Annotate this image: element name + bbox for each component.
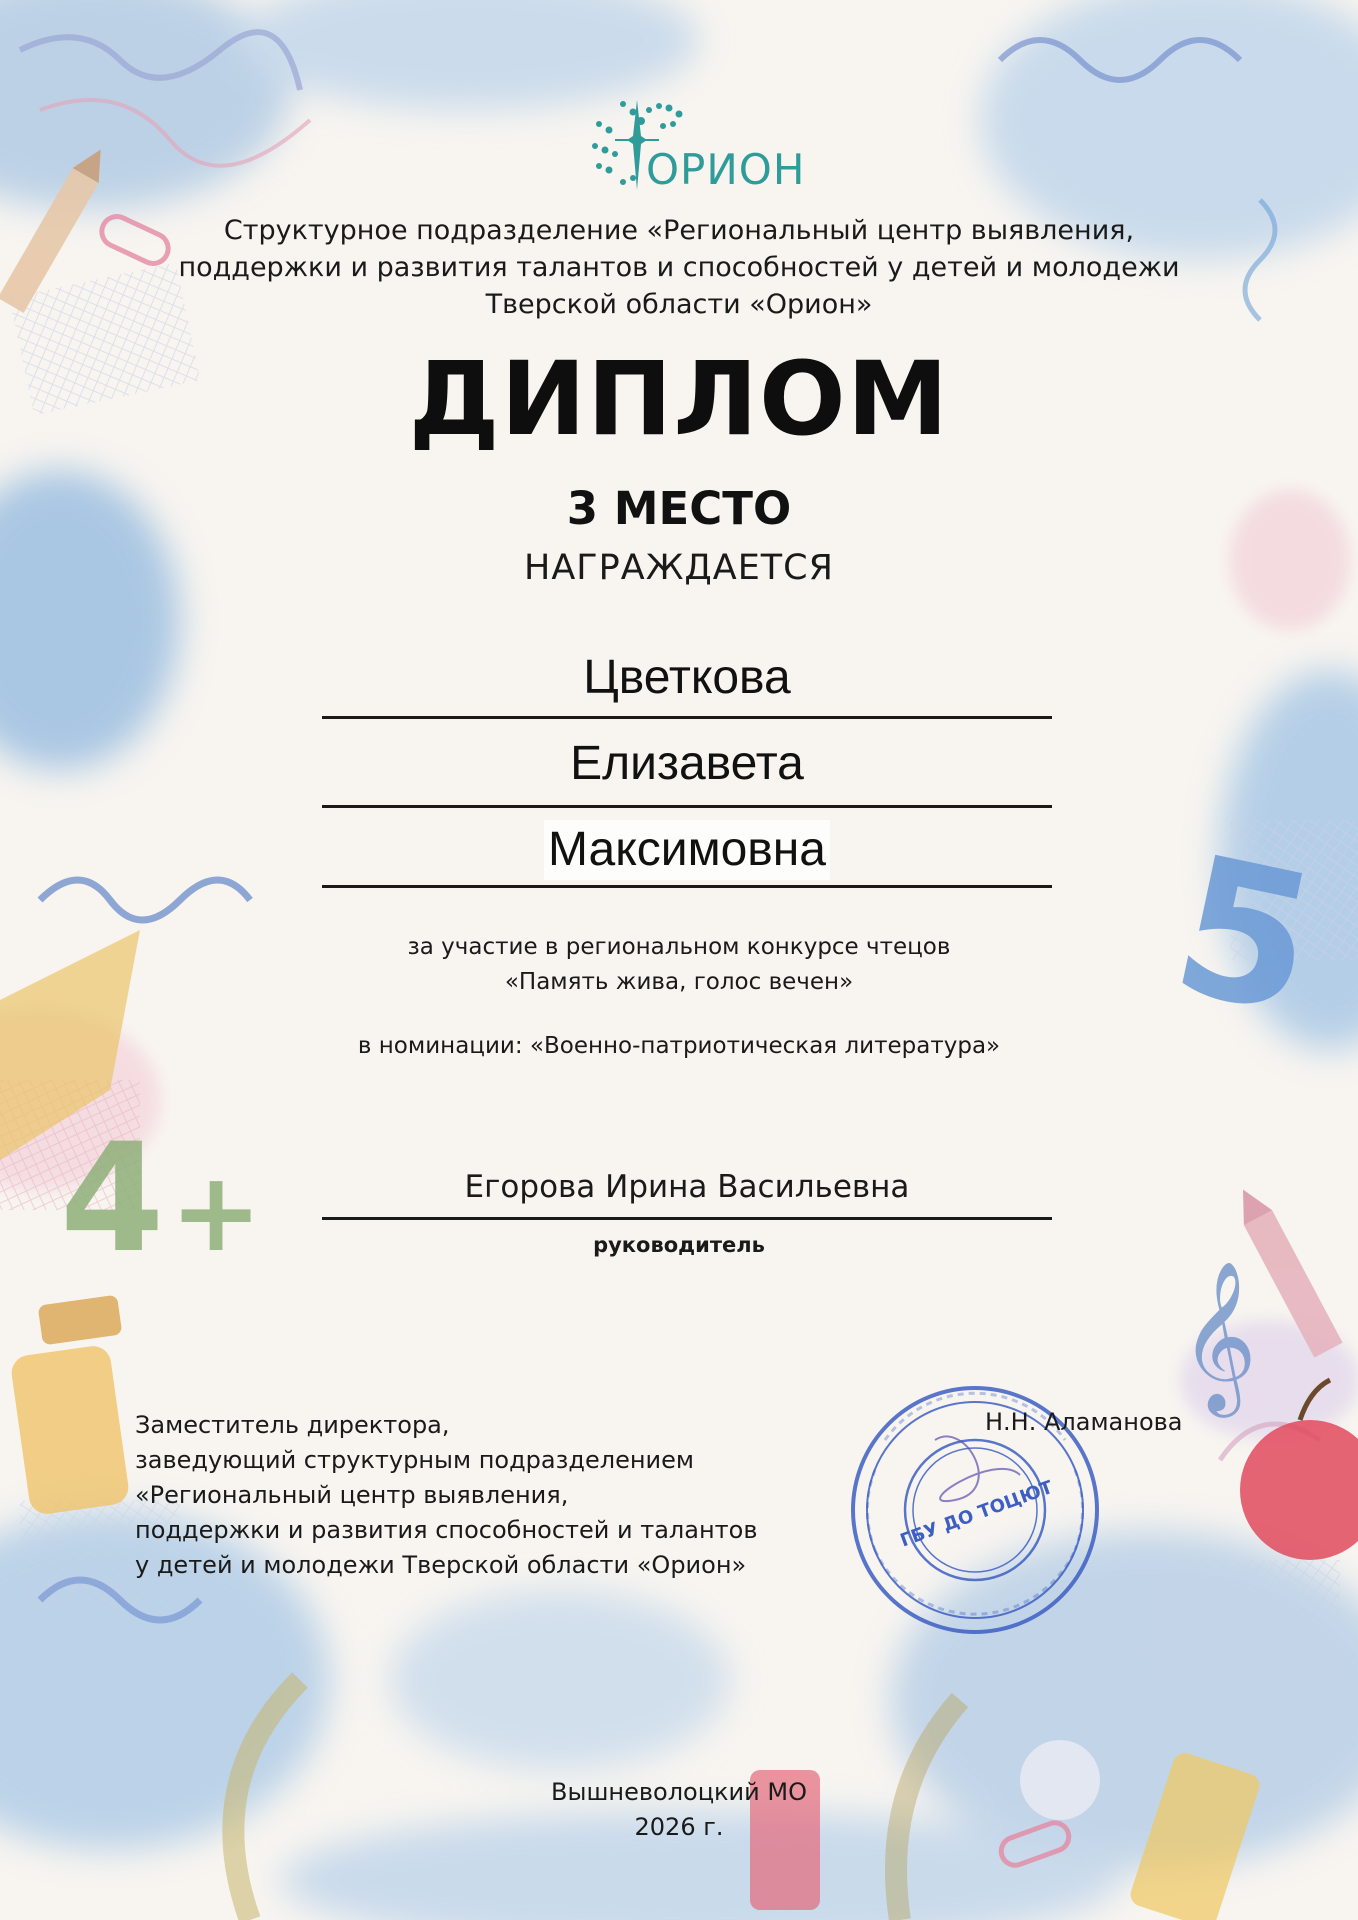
- place-label: 3 МЕСТО: [566, 482, 792, 535]
- mentor-field: [322, 1165, 1052, 1220]
- svg-text:4: 4: [60, 1112, 165, 1286]
- org-line: поддержки и развития талантов и способностей у детей и молодежи: [178, 252, 1180, 283]
- signatory-title: [135, 1408, 757, 1583]
- footer: [0, 1775, 1358, 1845]
- footer-location: Вышневолоцкий МО: [551, 1778, 807, 1806]
- signatory-name: Н.Н. Аламанова: [985, 1408, 1183, 1436]
- recipient-last-name: Цветкова: [583, 651, 791, 704]
- desc-line: за участие в региональном конкурсе чтецов: [407, 934, 951, 960]
- recipient-last-name-field: [322, 648, 1052, 719]
- recipient-first-name: Елизавета: [570, 737, 804, 790]
- svg-text:+: +: [170, 1148, 263, 1276]
- signatory-line: поддержки и развития способностей и талантов: [135, 1516, 758, 1544]
- logo-text: ОРИОН: [646, 145, 806, 194]
- award-description: [0, 930, 1358, 1000]
- mentor-role: руководитель: [593, 1233, 765, 1257]
- awarded-label: НАГРАЖДАЕТСЯ: [524, 548, 834, 588]
- stamp-text: ГБУ ДО ТОЦЮТ: [897, 1476, 1056, 1552]
- organization-header: [0, 212, 1358, 323]
- org-line: Тверской области «Орион»: [485, 289, 873, 320]
- mentor-name: Егорова Ирина Васильевна: [464, 1169, 910, 1205]
- signatory-line: у детей и молодежи Тверской области «Орион»: [135, 1551, 747, 1579]
- recipient-patronymic: Максимовна: [544, 820, 830, 880]
- signatory-line: Заместитель директора,: [135, 1411, 450, 1439]
- recipient-first-name-field: [322, 734, 1052, 808]
- svg-text:𝄞: 𝄞: [1180, 1259, 1257, 1411]
- svg-text:5: 5: [1157, 813, 1333, 1058]
- org-line: Структурное подразделение «Региональный центр выявления,: [223, 215, 1135, 246]
- signatory-line: заведующий структурным подразделением: [135, 1446, 695, 1474]
- diploma-title: ДИПЛОМ: [408, 340, 950, 459]
- nomination: в номинации: «Военно-патриотическая литература»: [357, 1033, 1001, 1059]
- recipient-patronymic-field: [322, 820, 1052, 888]
- desc-line: «Память жива, голос вечен»: [504, 969, 854, 995]
- orion-logo: [575, 90, 815, 200]
- footer-year: 2026 г.: [634, 1813, 724, 1841]
- signatory-line: «Региональный центр выявления,: [135, 1481, 569, 1509]
